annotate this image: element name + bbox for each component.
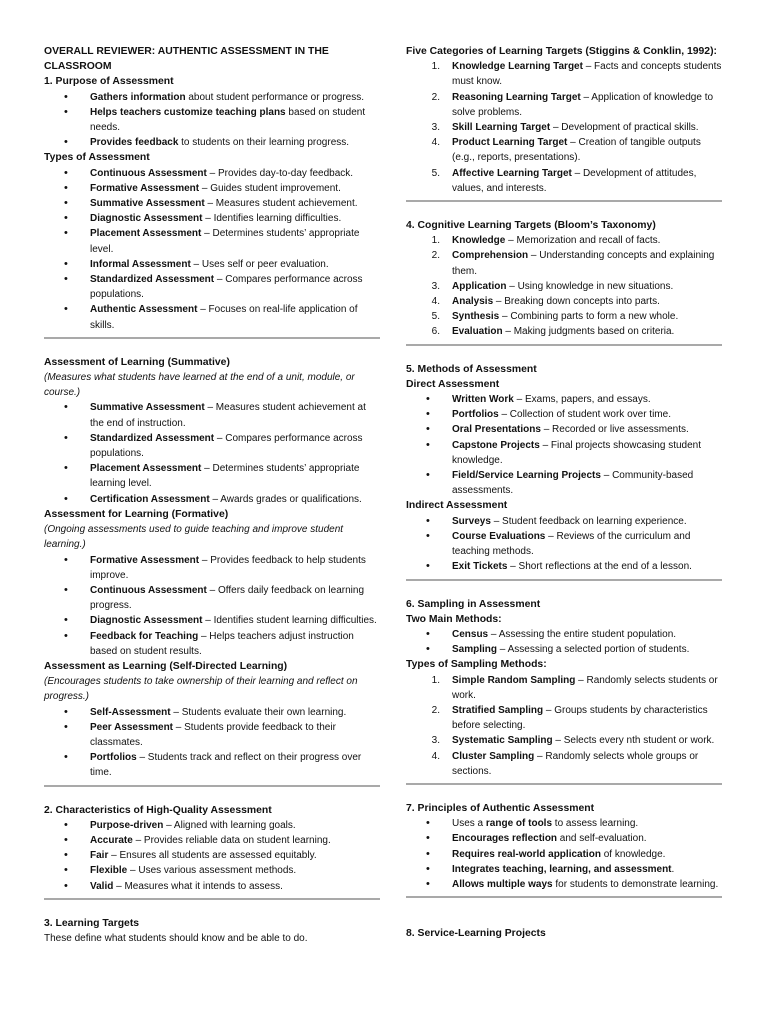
right-column (406, 44, 722, 941)
formative-heading: Assessment for Learning (Formative) (44, 508, 229, 520)
five-categories-list (406, 59, 722, 196)
bloom-list (406, 233, 722, 339)
sampling-types-heading: Types of Sampling Methods: (406, 659, 547, 671)
list-item: 1. Knowledge – Memorization and recall of facts. (431, 235, 661, 247)
principles-heading: 7. Principles of Authentic Assessment (406, 802, 595, 814)
list-item: 2. Stratified Sampling – Groups students by characteristics before selecting. (431, 704, 708, 732)
list-item: • Diagnostic Assessment – Identifies student learning difficulties. (44, 613, 380, 628)
formative-note: (Ongoing assessments used to guide teaching and improve student learning.) (44, 524, 344, 551)
list-item: • Gathers information about student performance or progress. (44, 90, 380, 105)
list-item: • Summative Assessment – Measures student achievement at the end of instruction. (44, 400, 380, 430)
list-item: • Portfolios – Students track and reflect on their progress over time. (44, 750, 380, 780)
list-item: • Standardized Assessment – Compares performance across populations. (44, 431, 380, 461)
document-title: OVERALL REVIEWER: AUTHENTIC ASSESSMENT IN THE CLASSROOM (44, 46, 329, 73)
list-item: • Fair – Ensures all students are assessed equitably. (44, 848, 380, 863)
list-item: • Sampling – Assessing a selected portion of students. (406, 642, 722, 657)
indirect-assessment-list (406, 514, 722, 575)
two-methods-list (406, 627, 722, 657)
purpose-heading: 1. Purpose of Assessment (44, 76, 174, 88)
list-item: 5. Affective Learning Target – Development of attitudes, values, and interests. (431, 167, 697, 194)
list-item: • Formative Assessment – Provides feedback to help students improve. (44, 553, 380, 583)
list-item: 2. Comprehension – Understanding concepts and explaining them. (431, 250, 715, 277)
list-item: • Valid – Measures what it intends to assess. (44, 879, 380, 894)
list-item: • Continuous Assessment – Offers daily feedback on learning progress. (44, 583, 380, 613)
bloom-heading: 4. Cognitive Learning Targets (Bloom’s Taxonomy) (406, 220, 656, 232)
list-item: • Surveys – Student feedback on learning experience. (406, 514, 722, 529)
list-item: 4. Product Learning Target – Creation of tangible outputs (e.g., reports, presentations). (431, 137, 701, 164)
list-item: 5. Synthesis – Combining parts to form a new whole. (431, 311, 679, 323)
list-item: • Peer Assessment – Students provide feedback to their classmates. (44, 720, 380, 750)
list-item: • Helps teachers customize teaching plans based on student needs. (44, 105, 380, 135)
principles-list (406, 816, 722, 892)
list-item: 4. Cluster Sampling – Randomly selects whole groups or sections. (431, 750, 699, 777)
list-item: 4. Analysis – Breaking down concepts into parts. (431, 296, 660, 308)
list-item: • Oral Presentations – Recorded or live assessments. (406, 422, 722, 437)
list-item: • Capstone Projects – Final projects showcasing student knowledge. (406, 438, 722, 468)
list-item: • Feedback for Teaching – Helps teachers adjust instruction based on student results. (44, 629, 380, 659)
list-item: • Course Evaluations – Reviews of the curriculum and teaching methods. (406, 529, 722, 559)
list-item: • Formative Assessment – Guides student improvement. (44, 181, 380, 196)
list-item: • Integrates teaching, learning, and assessment. (406, 862, 722, 877)
sampling-heading: 6. Sampling in Assessment (406, 598, 541, 610)
types-list (44, 166, 380, 333)
sampling-types-list (406, 673, 722, 779)
list-item: • Informal Assessment – Uses self or peer evaluation. (44, 257, 380, 272)
direct-assessment-list (406, 392, 722, 498)
list-item: • Written Work – Exams, papers, and essays. (406, 392, 722, 407)
list-item: • Diagnostic Assessment – Identifies learning difficulties. (44, 211, 380, 226)
list-item: • Allows multiple ways for students to demonstrate learning. (406, 877, 722, 892)
list-item: • Accurate – Provides reliable data on student learning. (44, 833, 380, 848)
summative-list (44, 400, 380, 506)
list-item: • Placement Assessment – Determines students’ appropriate level. (44, 226, 380, 256)
purpose-list (44, 90, 380, 151)
list-item: 6. Evaluation – Making judgments based on criteria. (431, 326, 675, 338)
learning-targets-text: These define what students should know and be able to do. (44, 932, 308, 944)
selfdirected-list (44, 705, 380, 781)
selfdirected-heading: Assessment as Learning (Self-Directed Learning) (44, 660, 288, 672)
list-item: • Requires real-world application of knowledge. (406, 847, 722, 862)
list-item: 2. Reasoning Learning Target – Application of knowledge to solve problems. (431, 91, 714, 118)
characteristics-heading: 2. Characteristics of High-Quality Assessment (44, 804, 272, 816)
types-heading: Types of Assessment (44, 152, 150, 164)
five-categories-heading: Five Categories of Learning Targets (Stiggins & Conklin, 1992): (406, 46, 718, 57)
list-item: • Portfolios – Collection of student work over time. (406, 407, 722, 422)
service-learning-heading: 8. Service-Learning Projects (406, 928, 546, 940)
list-item: • Summative Assessment – Measures student achievement. (44, 196, 380, 211)
list-item: • Exit Tickets – Short reflections at the end of a lesson. (406, 559, 722, 574)
list-item: 3. Skill Learning Target – Development of practical skills. (431, 122, 699, 134)
indirect-assessment-heading: Indirect Assessment (406, 500, 508, 512)
learning-targets-heading: 3. Learning Targets (44, 917, 140, 929)
list-item: • Certification Assessment – Awards grades or qualifications. (44, 492, 380, 507)
left-column (44, 44, 380, 946)
characteristics-list (44, 818, 380, 894)
list-item: • Placement Assessment – Determines students’ appropriate learning level. (44, 461, 380, 491)
list-item: • Purpose-driven – Aligned with learning goals. (44, 818, 380, 833)
selfdirected-note: (Encourages students to take ownership of their learning and reflect on progress.) (44, 676, 358, 703)
list-item: • Standardized Assessment – Compares performance across populations. (44, 272, 380, 302)
list-item: • Continuous Assessment – Provides day-to-day feedback. (44, 166, 380, 181)
list-item: 1. Knowledge Learning Target – Facts and concepts students must know. (431, 61, 722, 88)
list-item: • Flexible – Uses various assessment methods. (44, 863, 380, 878)
list-item: 3. Systematic Sampling – Selects every nth student or work. (431, 735, 715, 747)
list-item: • Encourages reflection and self-evaluation. (406, 831, 722, 846)
list-item: 1. Simple Random Sampling – Randomly selects students or work. (431, 674, 718, 701)
two-methods-heading: Two Main Methods: (406, 613, 502, 625)
list-item: • Uses a range of tools to assess learning. (406, 816, 722, 831)
list-item: • Field/Service Learning Projects – Community-based assessments. (406, 468, 722, 498)
list-item: • Self-Assessment – Students evaluate their own learning. (44, 705, 380, 720)
direct-assessment-heading: Direct Assessment (406, 378, 500, 390)
list-item: 3. Application – Using knowledge in new situations. (431, 280, 674, 292)
list-item: • Provides feedback to students on their learning progress. (44, 135, 380, 150)
summative-note: (Measures what students have learned at the end of a unit, module, or course.) (44, 372, 355, 399)
summative-heading: Assessment of Learning (Summative) (44, 356, 230, 368)
list-item: • Authentic Assessment – Focuses on real-life application of skills. (44, 302, 380, 332)
list-item: • Census – Assessing the entire student population. (406, 627, 722, 642)
formative-list (44, 553, 380, 659)
methods-heading: 5. Methods of Assessment (406, 363, 537, 375)
